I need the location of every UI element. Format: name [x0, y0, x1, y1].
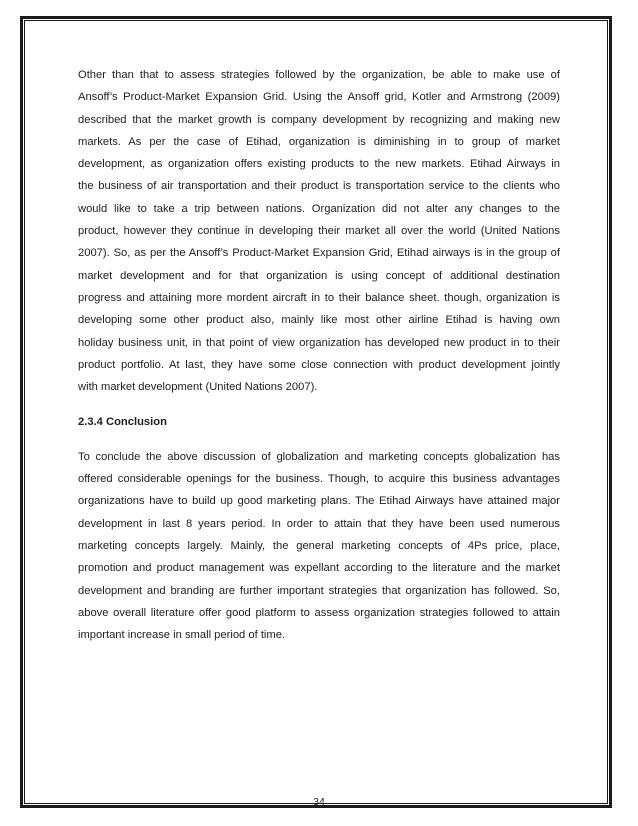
text-line: marketing concepts largely. Mainly, the general marketing concepts of 4Ps price, place,: [78, 539, 560, 552]
text-line: development, as organization offers existing products to the new markets. Etihad Airways in: [78, 158, 560, 171]
text-line: To conclude the above discussion of globalization and marketing concepts globalization has: [78, 450, 560, 463]
text-line: with market development (United Nations 2007).: [78, 381, 318, 394]
text-line: product portfolio. At last, they have some close connection with product development jointly: [78, 358, 560, 371]
section-heading: 2.3.4 Conclusion: [78, 416, 167, 429]
text-line: developing some other product also, mainly like most other airline Etihad is having own: [78, 314, 560, 327]
text-line: offered considerable openings for the business. Though, to acquire this business advantages: [78, 473, 560, 486]
text-line: the business of air transportation and their product is transportation service to the clients who: [78, 180, 560, 193]
paragraph-conclusion: [78, 446, 560, 647]
text-line: product, however they continue in developing their market all over the world (United Nations: [78, 225, 560, 238]
text-line: Other than that to assess strategies followed by the organization, be able to make use of: [78, 69, 560, 81]
text-line: 2007). So, as per the Ansoff’s Product-Market Expansion Grid, Etihad airways is in the group of: [78, 247, 560, 260]
text-line: Ansoff’s Product-Market Expansion Grid. Using the Ansoff grid, Kotler and Armstrong (2009): [78, 91, 560, 104]
text-line: organizations have to build up good marketing plans. The Etihad Airways have attained major: [78, 495, 560, 508]
page-content: [78, 64, 560, 646]
paragraph-ansoff: [78, 64, 560, 398]
text-line: holiday business unit, in that point of view organization has developed new product in to their: [78, 336, 560, 349]
text-line: markets. As per the case of Etihad, organization is diminishing in to group of market: [78, 135, 560, 148]
text-line: development in last 8 years period. In order to attain that they have been used numerous: [78, 517, 560, 530]
text-line: promotion and product management was expellant according to the literature and the market: [78, 562, 560, 575]
text-line: development and branding are further important strategies that organization has followed. So,: [78, 584, 560, 597]
page-number: 34: [313, 796, 325, 808]
text-line: progress and attaining more mordent aircraft in to their balance sheet. though, organization is: [78, 291, 560, 304]
text-line: would like to take a trip between nations. Organization did not alter any changes to the: [78, 202, 560, 215]
text-line: described that the market growth is company development by recognizing and making new: [78, 113, 560, 126]
text-line: market development and for that organization is using concept of additional destination: [78, 269, 560, 282]
text-line: above overall literature offer good platform to assess organization strategies followed to attain: [78, 606, 560, 619]
text-line: important increase in small period of time.: [78, 629, 286, 642]
